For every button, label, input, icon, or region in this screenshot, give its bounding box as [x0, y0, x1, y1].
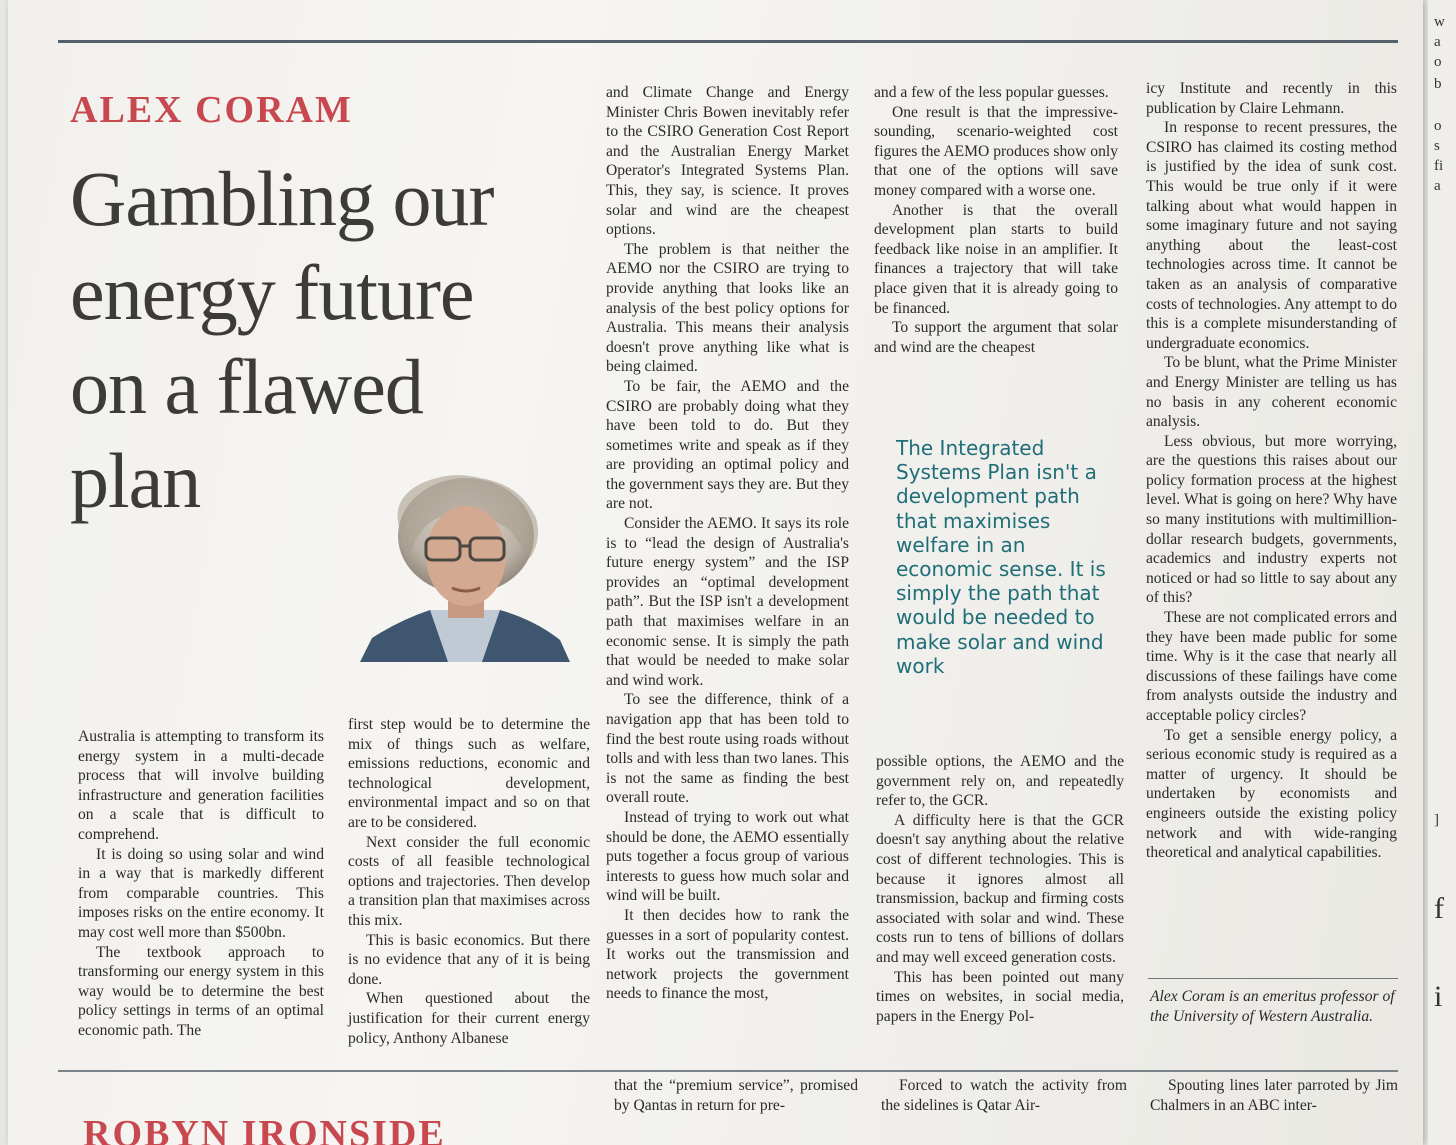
paragraph: Another is that the overall development plan starts to build feedback like noise in an amplifier. It finances a trajectory that will take place given that it is already going to be financed.	[874, 201, 1118, 317]
newspaper-page	[8, 0, 1423, 1145]
edge-fragment: s	[1434, 138, 1440, 154]
next-article-column-5	[1150, 1076, 1398, 1115]
edge-fragment: i	[1434, 980, 1443, 1013]
edge-fragment: w	[1434, 14, 1445, 30]
edge-fragment: ]	[1434, 812, 1439, 828]
paragraph: To be blunt, what the Prime Minister and Energy Minister are telling us has no basis in any coherent economic analysis.	[1146, 354, 1397, 431]
paragraph: and a few of the less popular guesses.	[874, 84, 1109, 101]
paragraph: It then decides how to rank the guesses in a sort of popularity contest. It works out the transmission and network projects the government needs to finance the most,	[606, 906, 849, 1003]
paragraph: To be fair, the AEMO and the CSIRO are probably doing what they have been told to do. But they sometimes write and speak as if they are providing an optimal policy and the government says they are. But they are not.	[606, 377, 849, 513]
article-column-4-top	[874, 83, 1118, 357]
paragraph: possible options, the AEMO and the government rely on, and repeatedly refer to, the GCR.	[876, 753, 1124, 810]
paragraph: Spouting lines later parroted by Jim Chalmers in an ABC inter-	[1150, 1077, 1398, 1114]
paragraph: icy Institute and recently in this publication by Claire Lehmann.	[1146, 80, 1397, 117]
edge-fragment: fi	[1434, 158, 1444, 174]
paragraph: The problem is that neither the AEMO nor the CSIRO are trying to provide anything that looks like an analysis of the best policy options for Australia. This means their analysis doesn't prove anything like what is being claimed.	[606, 240, 849, 376]
edge-fragment: o	[1434, 54, 1442, 70]
paragraph: Next consider the full economic costs of all feasible technological options and trajectories. Then develop a transition plan that maximises across this mix.	[348, 833, 590, 929]
author-bio: Alex Coram is an emeritus professor of the University of Western Australia.	[1150, 988, 1395, 1025]
paragraph: Consider the AEMO. It says its role is to “lead the design of Australia's future energy system” and the ISP provides an “optimal development path”. But the ISP isn't a development path that maximises welfare in an economic sense. It is simply the path that would be needed to make solar and wind work.	[606, 515, 849, 689]
paragraph: Less obvious, but more worrying, are the questions this raises about our policy formation process at the highest level. What is going on here? Why have so many institutions with multimillion-dollar research budgets, governments, academics and industry experts not noticed or had so little to say about any of this?	[1146, 432, 1397, 607]
paragraph: The textbook approach to transforming our energy system in this way would be to determine the best policy settings in terms of an optimal economic path. The	[78, 943, 324, 1039]
article-column-2	[348, 715, 590, 1048]
next-article-byline: ROBYN IRONSIDE	[83, 1113, 446, 1145]
bio-divider	[1148, 978, 1398, 979]
edge-fragment: b	[1434, 76, 1442, 92]
paragraph: When questioned about the justification for their current energy policy, Anthony Albanese	[348, 990, 590, 1047]
paragraph: To see the difference, think of a navigation app that has been told to find the best route using roads without tolls and with less than two lanes. This is not the same as finding the best overall route.	[606, 691, 849, 807]
edge-fragment: o	[1434, 118, 1442, 134]
paragraph: first step would be to determine the mix of things such as welfare, emissions reductions, economic and technological development, environmental impact and so on that are to be considered.	[348, 716, 590, 831]
paragraph: This has been pointed out many times on websites, in social media, papers in the Energy Pol-	[876, 968, 1124, 1025]
paragraph: A difficulty here is that the GCR doesn't say anything about the relative cost of different technologies. This is because it ignores almost all transmission, backup and firming costs associated with solar and wind. These costs run to tens of billions of dollars and may well exceed generation costs.	[876, 811, 1124, 966]
next-article-column-3	[614, 1076, 858, 1115]
next-article-column-4	[881, 1076, 1127, 1115]
edge-fragment: a	[1434, 34, 1441, 50]
paragraph: In response to recent pressures, the CSIRO has claimed its costing method is justified by the idea of sunk cost. This would be true only if it were talking about what would happen in some imaginary future and not saying anything about the least-cost technologies across time. It cannot be taken as an analysis of comparative costs of technologies. Any attempt to do this is a complete misunderstanding of undergraduate economics.	[1146, 119, 1397, 352]
paragraph: that the “premium service”, promised by Qantas in return for pre-	[614, 1077, 858, 1114]
top-rule	[58, 40, 1398, 43]
author-byline: ALEX CORAM	[70, 89, 353, 131]
headline: Gambling our energy future on a flawed plan	[70, 155, 494, 524]
paragraph: To support the argument that solar and wind are the cheapest	[874, 319, 1118, 356]
edge-fragment: a	[1434, 178, 1441, 194]
adjacent-page-edge	[1428, 0, 1456, 1145]
paragraph: Australia is attempting to transform its energy system in a multi-decade process that will involve building infrastructure and generation facilities on a scale that is difficult to comprehend.	[78, 728, 324, 843]
section-divider	[58, 1070, 1398, 1072]
author-portrait	[360, 470, 570, 662]
pull-quote: The Integrated Systems Plan isn't a development path that maximises welfare in an economic sense. It is simply the path that would be needed to make solar and wind work	[896, 436, 1106, 678]
paragraph: These are not complicated errors and they have been made public for some time. Why is it the case that nearly all discussions of these failings have come from analysts outside the industry and acceptable policy circles?	[1146, 609, 1397, 724]
paragraph: One result is that the impressive-sounding, scenario-weighted cost figures the AEMO produces show only that one of the options will save money compared with a worse one.	[874, 103, 1118, 199]
paragraph: Forced to watch the activity from the sidelines is Qatar Air-	[881, 1077, 1127, 1114]
edge-fragment: f	[1434, 892, 1444, 925]
article-column-1	[78, 727, 324, 1041]
paragraph: and Climate Change and Energy Minister Chris Bowen inevitably refer to the CSIRO Generation Cost Report and the Australian Energy Market Operator's Integrated Systems Plan. This, they say, is science. It proves solar and wind are the cheapest options.	[606, 84, 849, 239]
article-column-3	[606, 83, 849, 1004]
paragraph: This is basic economics. But there is no evidence that any of it is being done.	[348, 931, 590, 988]
paragraph: Instead of trying to work out what should be done, the AEMO essentially puts together a focus group of various interests to guess how much solar and wind will be built.	[606, 808, 849, 905]
paragraph: It is doing so using solar and wind in a way that is markedly different from comparable countries. This imposes risks on the entire economy. It may cost well more than $500bn.	[78, 845, 324, 941]
paragraph: To get a sensible energy policy, a serious economic study is required as a matter of urgency. It should be undertaken by economists and engineers outside the existing policy network and with wide-ranging theoretical and analytical capabilities.	[1146, 726, 1397, 862]
article-column-5	[1146, 79, 1397, 863]
article-column-4-bottom	[876, 752, 1124, 1026]
